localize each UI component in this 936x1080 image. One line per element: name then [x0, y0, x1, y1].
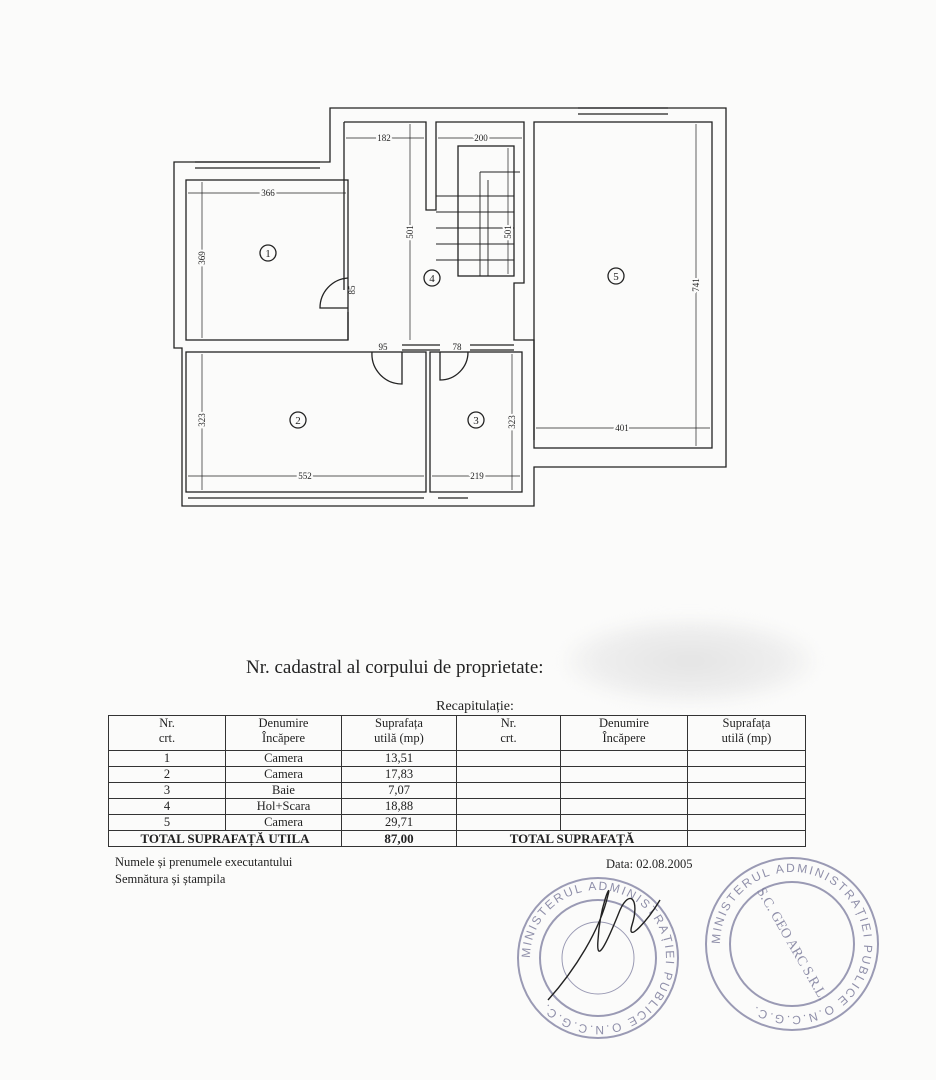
cell-name: Camera: [226, 767, 342, 783]
cell-nr: 4: [109, 799, 226, 815]
dim-501-stair: 501: [503, 225, 513, 239]
recap-label: Recapitulație:: [436, 699, 514, 714]
dim-369: 369: [197, 251, 207, 265]
room-number-4: 4: [429, 273, 435, 285]
room-number-1: 1: [265, 248, 271, 260]
hdr-denumire: Denumire: [258, 716, 309, 730]
total-label-right: TOTAL SUPRAFAȚĂ: [457, 831, 688, 847]
total-label: TOTAL SUPRAFAȚĂ UTILA: [109, 831, 342, 847]
stamp-left: [518, 878, 678, 1038]
cell-name: Hol+Scara: [226, 799, 342, 815]
cell-nr: 1: [109, 751, 226, 767]
dim-366: 366: [261, 188, 275, 198]
dim-219: 219: [470, 471, 484, 481]
hdr-incapere-2: Încăpere: [602, 731, 646, 745]
cell-nr: 3: [109, 783, 226, 799]
hdr-denumire-2: Denumire: [599, 716, 649, 730]
cell-nr: 5: [109, 815, 226, 831]
hdr-crt-2: crt.: [500, 731, 517, 745]
hdr-crt: crt.: [158, 731, 176, 745]
cell-area: 18,88: [342, 799, 457, 815]
cell-area: 17,83: [342, 767, 457, 783]
date-label: Data: 02.08.2005: [606, 857, 693, 871]
room-number-2: 2: [295, 415, 301, 427]
dim-741: 741: [691, 278, 701, 292]
hdr-utila-2: utilă (mp): [721, 731, 772, 745]
hdr-nr-2: Nr.: [500, 716, 517, 730]
dim-85: 85: [347, 285, 357, 295]
total-value: 87,00: [342, 831, 457, 847]
hdr-nr: Nr.: [159, 716, 175, 730]
dim-501-hall: 501: [405, 225, 415, 239]
dim-78: 78: [452, 342, 462, 352]
room-number-3: 3: [473, 415, 479, 427]
signature-label: Semnătura și ștampila: [115, 872, 226, 886]
dim-401: 401: [615, 423, 629, 433]
dim-182: 182: [377, 133, 391, 143]
cell-name: Camera: [226, 815, 342, 831]
cell-name: Baie: [226, 783, 342, 799]
stamp-right-center: S.C. GEO ARC S.R.L.: [753, 885, 830, 1004]
dim-323-room3: 323: [507, 415, 517, 429]
cadastral-title: Nr. cadastral al corpului de proprietate:: [246, 657, 544, 678]
stamp-left-text: MINISTERUL ADMINISTRAȚIEI PUBLICE O.N.C.G.C.: [518, 878, 678, 1038]
hdr-utila: utilă (mp): [374, 731, 424, 745]
cell-area: 29,71: [342, 815, 457, 831]
executant-label: Numele și prenumele executantului: [115, 855, 293, 869]
room-number-5: 5: [613, 271, 619, 283]
cell-area: 13,51: [342, 751, 457, 767]
cell-nr: 2: [109, 767, 226, 783]
dim-200: 200: [474, 133, 488, 143]
hdr-suprafata-2: Suprafața: [722, 716, 771, 730]
hdr-incapere: Încăpere: [261, 731, 306, 745]
dim-323-room2: 323: [197, 413, 207, 427]
hdr-suprafata: Suprafața: [375, 716, 423, 730]
cell-area: 7,07: [342, 783, 457, 799]
cell-name: Camera: [226, 751, 342, 767]
dim-95: 95: [378, 342, 388, 352]
dim-552: 552: [298, 471, 312, 481]
stamp-right-text: MINISTERUL ADMINISTRAȚIEI PUBLICE O.N.C.G.C.: [708, 860, 876, 1028]
